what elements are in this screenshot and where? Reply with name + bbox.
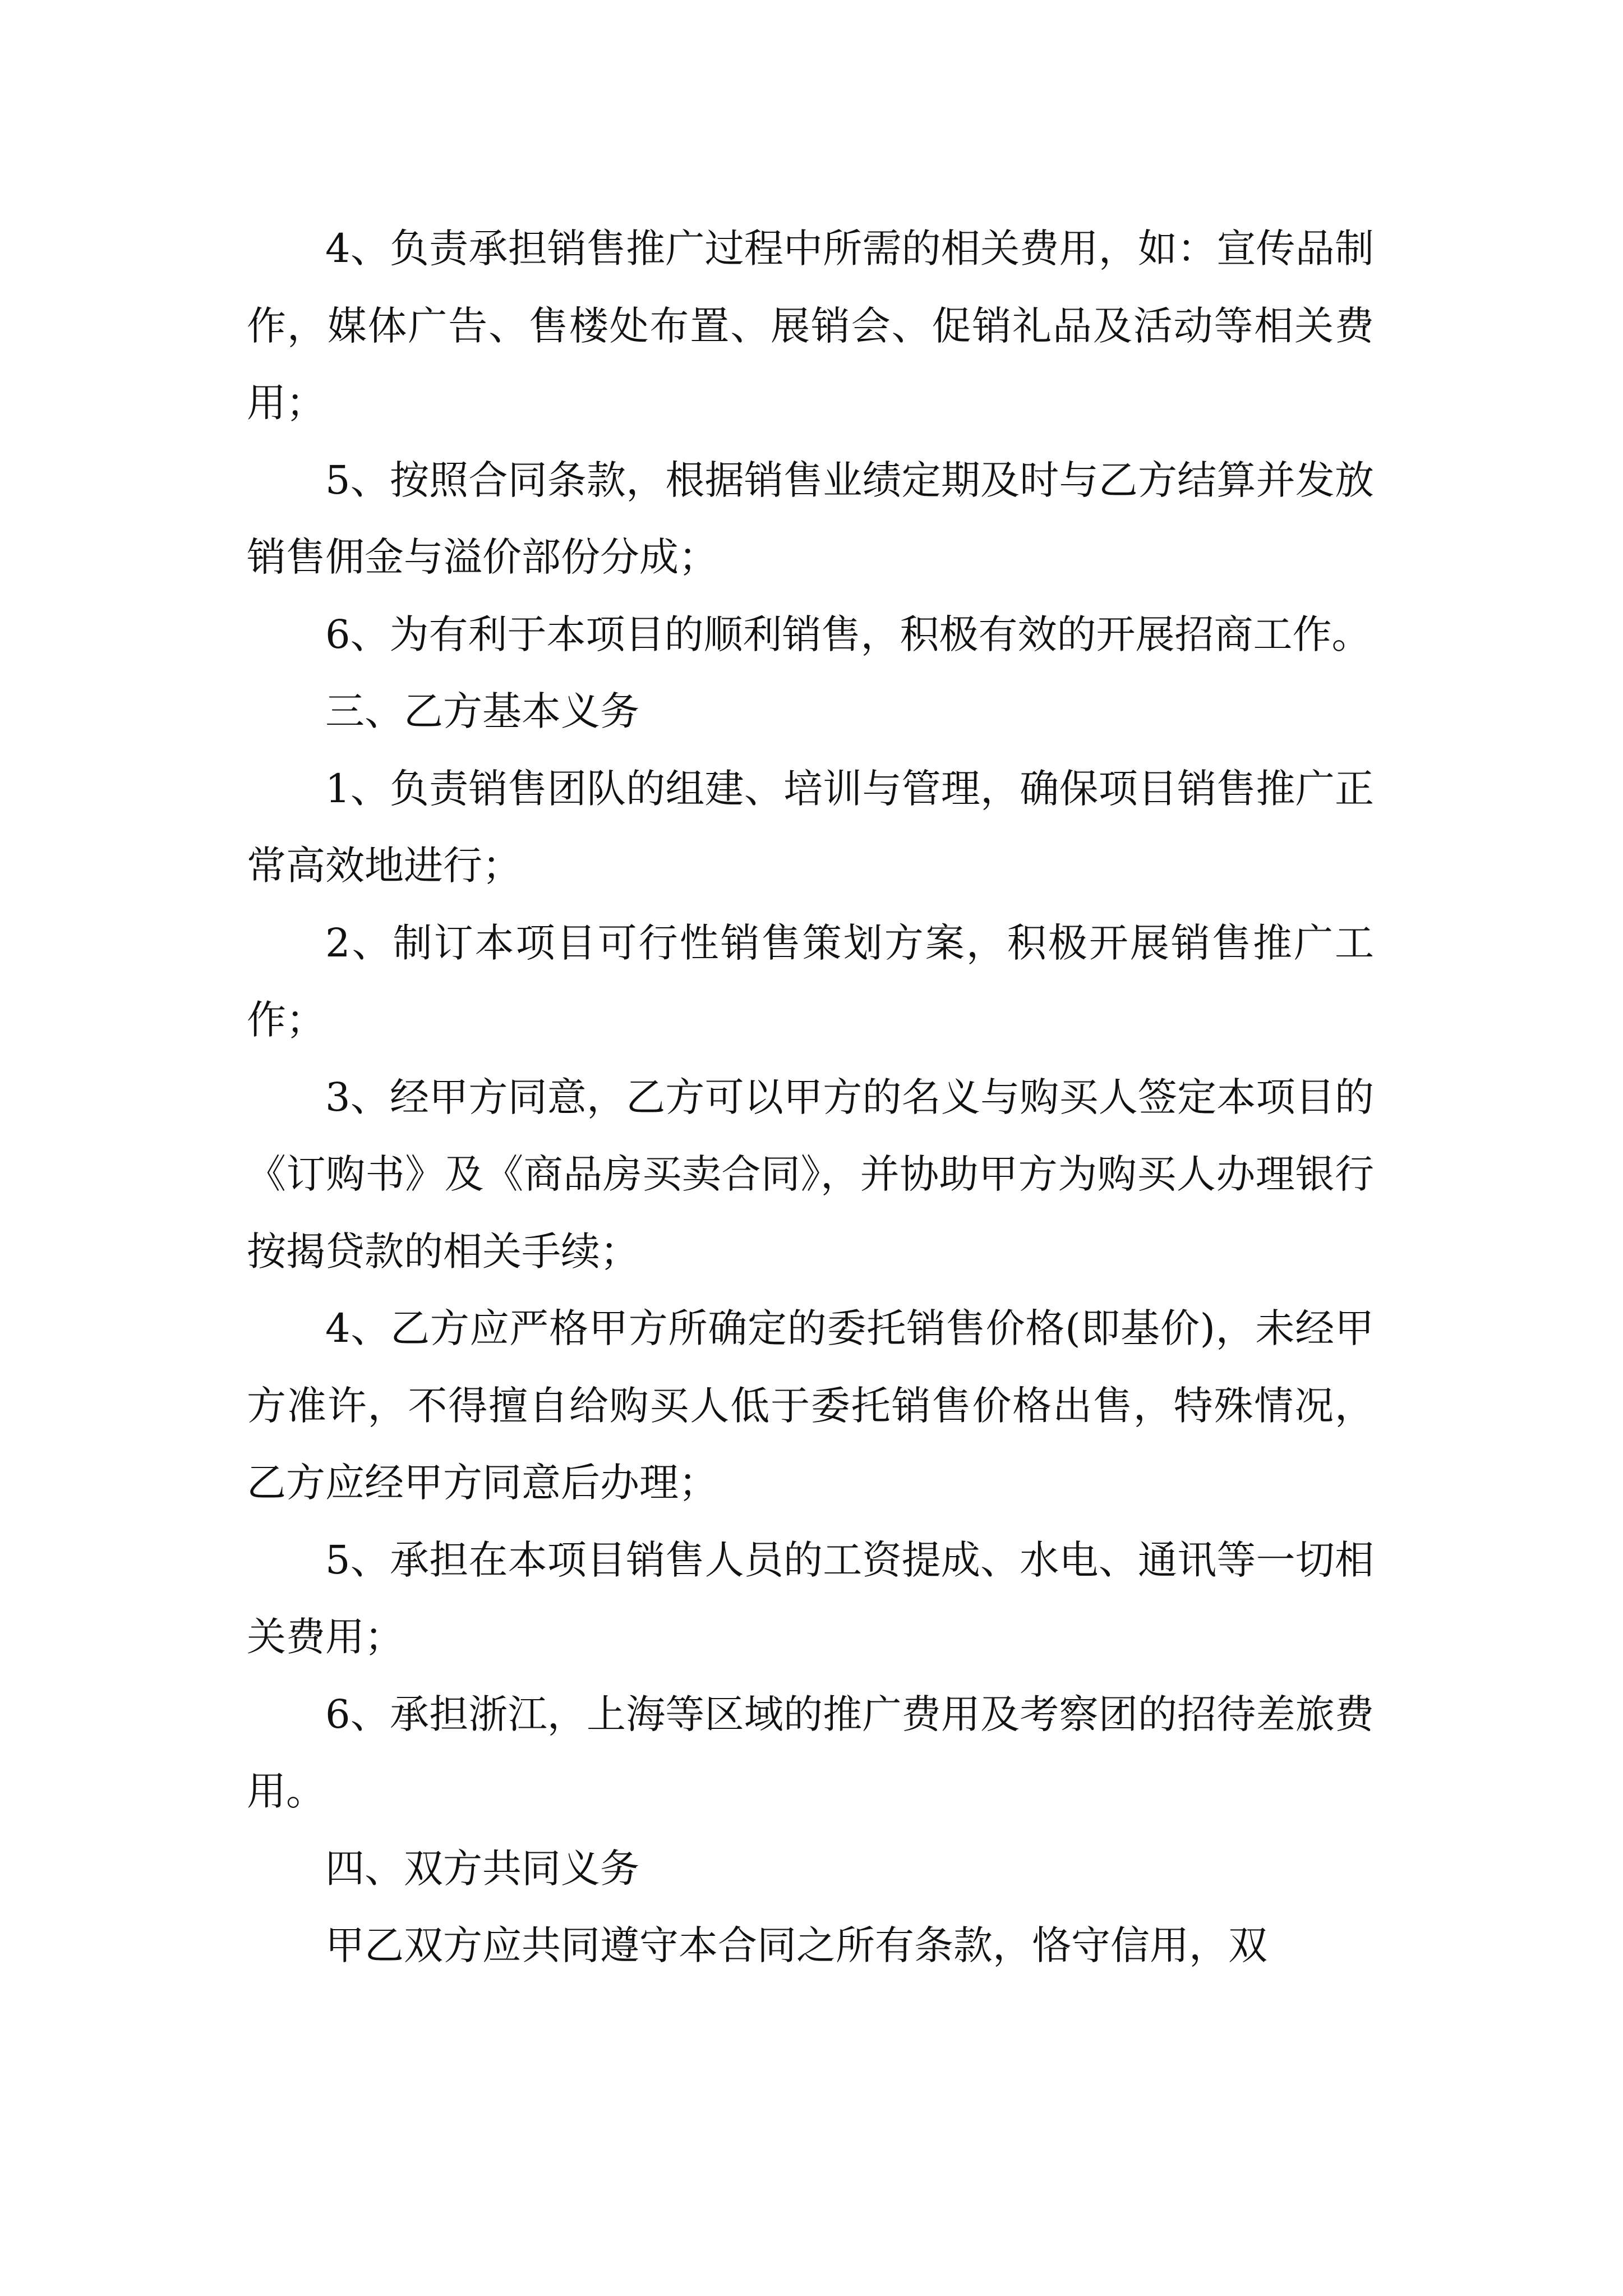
clause-5-party-a-settlement: 5、按照合同条款，根据销售业绩定期及时与乙方结算并发放销售佣金与溢价部份分成；: [247, 457, 1374, 580]
clause-4-party-b-pricing: 4、乙方应严格甲方所确定的委托销售价格(即基价)，未经甲方准许，不得擅自给购买人低于委托销售价格出售，特殊情况，乙方应经甲方同意后办理；: [247, 1305, 1374, 1506]
section-heading-joint-duties: 四、双方共同义务: [325, 1845, 639, 1892]
document-body: [247, 210, 1374, 1985]
clause-2-party-b-plan: 2、制订本项目可行性销售策划方案，积极开展销售推广工作；: [247, 919, 1374, 1043]
clause-5-party-b-expenses: 5、承担在本项目销售人员的工资提成、水电、通讯等一切相关费用；: [247, 1536, 1374, 1660]
clause-6-party-b-promotion: 6、承担浙江，上海等区域的推广费用及考察团的招待差旅费用。: [247, 1691, 1374, 1814]
clause-4-party-a-costs: 4、负责承担销售推广过程中所需的相关费用，如：宣传品制作，媒体广告、售楼处布置、展销会、促销礼品及活动等相关费用；: [247, 226, 1374, 426]
clause-3-party-b-contracts: 3、经甲方同意，乙方可以甲方的名义与购买人签定本项目的《订购书》及《商品房买卖合同》，并协助甲方为购买人办理银行按揭贷款的相关手续；: [247, 1074, 1374, 1274]
clause-1-party-b-team: 1、负责销售团队的组建、培训与管理，确保项目销售推广正常高效地进行；: [247, 765, 1374, 889]
joint-duties-text: 甲乙双方应共同遵守本合同之所有条款，恪守信用，双: [325, 1922, 1267, 1968]
clause-6-party-a-investment: 6、为有利于本项目的顺利销售，积极有效的开展招商工作。: [325, 611, 1371, 657]
section-heading-party-b-duties: 三、乙方基本义务: [325, 688, 639, 734]
